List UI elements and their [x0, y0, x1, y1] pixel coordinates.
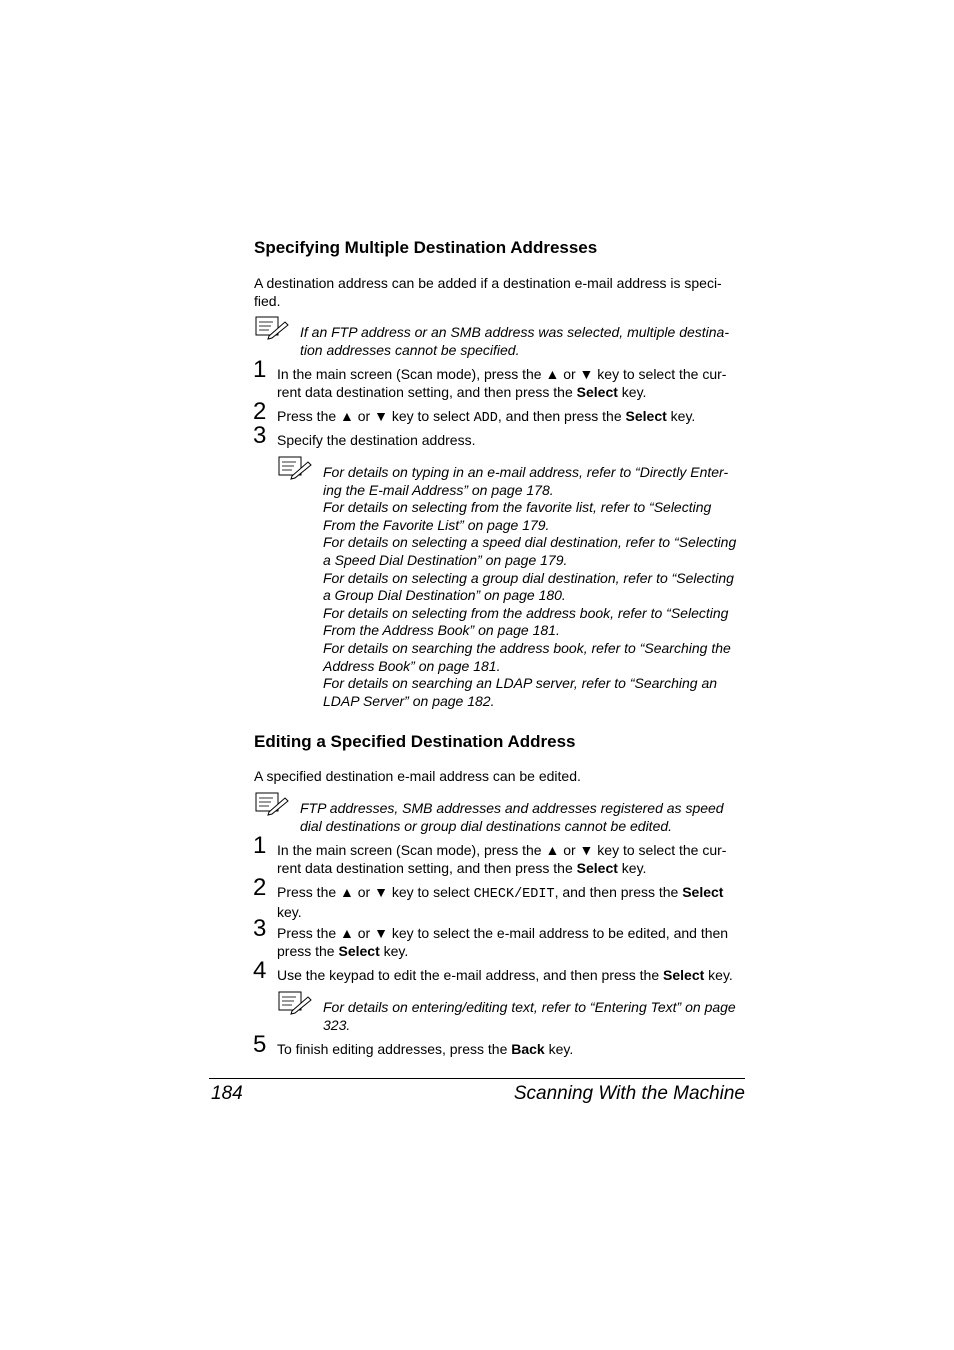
step-line: press the Select key.	[277, 942, 409, 959]
step-text: Press the ▲ or ▼ key to select ADD, and then press the Select key.	[277, 408, 696, 426]
note-line: Address Book” on page 181.	[323, 657, 501, 674]
step-line: In the main screen (Scan mode), press the ▲ or ▼ key to select the cur-	[277, 842, 727, 858]
step-text: Use the keypad to edit the e-mail address, and then press the Select key.	[277, 967, 733, 983]
note-line: ing the E-mail Address” on page 178.	[323, 481, 554, 498]
step-number: 1	[253, 356, 267, 383]
note-pencil-icon	[255, 792, 289, 816]
section-heading: Editing a Specified Destination Address	[254, 732, 576, 751]
note-line: 323.	[323, 1016, 351, 1033]
note-line: From the Address Book” on page 181.	[323, 622, 560, 639]
note-line: From the Favorite List” on page 179.	[323, 516, 550, 533]
footer-rule	[209, 1078, 745, 1079]
chapter-title: Scanning With the Machine	[513, 1083, 745, 1104]
step-line: In the main screen (Scan mode), press the ▲ or ▼ key to select the cur-	[277, 366, 727, 382]
note-line: LDAP Server” on page 182.	[323, 692, 495, 709]
note-line: For details on selecting from the favorite list, refer to “Selecting	[323, 499, 712, 516]
step-text	[277, 884, 747, 921]
note-text	[323, 999, 736, 1034]
note-line: If an FTP address or an SMB address was selected, multiple destina-	[300, 324, 730, 340]
note-text	[323, 464, 736, 710]
step-number: 2	[253, 874, 267, 901]
step-number: 3	[253, 422, 267, 449]
step-number: 5	[253, 1031, 267, 1058]
note-line: For details on searching the address book, refer to “Searching the	[323, 639, 731, 656]
step-number: 4	[253, 957, 267, 984]
step-number: 3	[253, 915, 267, 942]
note-text	[300, 324, 729, 359]
section-heading: Specifying Multiple Destination Addresses	[254, 238, 598, 257]
note-text	[300, 800, 724, 835]
step-text	[277, 842, 747, 877]
step-text	[277, 925, 747, 960]
note-pencil-icon	[278, 456, 312, 480]
note-line: For details on selecting a group dial destination, refer to “Selecting	[323, 569, 734, 586]
note-line: For details on typing in an e-mail address, refer to “Directly Enter-	[323, 464, 729, 480]
step-number: 2	[253, 398, 267, 425]
step-number: 1	[253, 832, 267, 859]
intro-paragraph: A specified destination e-mail address can be edited.	[254, 768, 581, 784]
step-line: Press the ▲ or ▼ key to select CHECK/EDIT, and then press the Select	[277, 884, 724, 902]
note-pencil-icon	[255, 316, 289, 340]
step-text: Specify the destination address.	[277, 432, 476, 448]
note-line: FTP addresses, SMB addresses and addresses registered as speed	[300, 800, 724, 816]
note-line: For details on entering/editing text, refer to “Entering Text” on page	[323, 999, 736, 1015]
note-line: For details on selecting a speed dial destination, refer to “Selecting	[323, 534, 737, 551]
note-line: a Speed Dial Destination” on page 179.	[323, 551, 568, 568]
note-line: For details on selecting from the address book, refer to “Selecting	[323, 604, 729, 621]
step-line: key.	[277, 903, 302, 920]
intro-paragraph	[254, 275, 722, 310]
intro-line: A destination address can be added if a destination e-mail address is speci-	[254, 275, 722, 291]
step-text	[277, 366, 747, 401]
note-line: For details on searching an LDAP server, refer to “Searching an	[323, 675, 718, 692]
step-text: To finish editing addresses, press the Back key.	[277, 1041, 574, 1057]
intro-line: fied.	[254, 292, 281, 309]
step-line: rent data destination setting, and then press the Select key.	[277, 383, 647, 400]
note-line: tion addresses cannot be specified.	[300, 341, 520, 358]
step-line: Press the ▲ or ▼ key to select the e-mail address to be edited, and then	[277, 925, 729, 941]
note-pencil-icon	[278, 991, 312, 1015]
note-line: a Group Dial Destination” on page 180.	[323, 587, 566, 604]
note-line: dial destinations or group dial destinations cannot be edited.	[300, 817, 673, 834]
page-number: 184	[211, 1083, 243, 1104]
step-line: rent data destination setting, and then press the Select key.	[277, 859, 647, 876]
